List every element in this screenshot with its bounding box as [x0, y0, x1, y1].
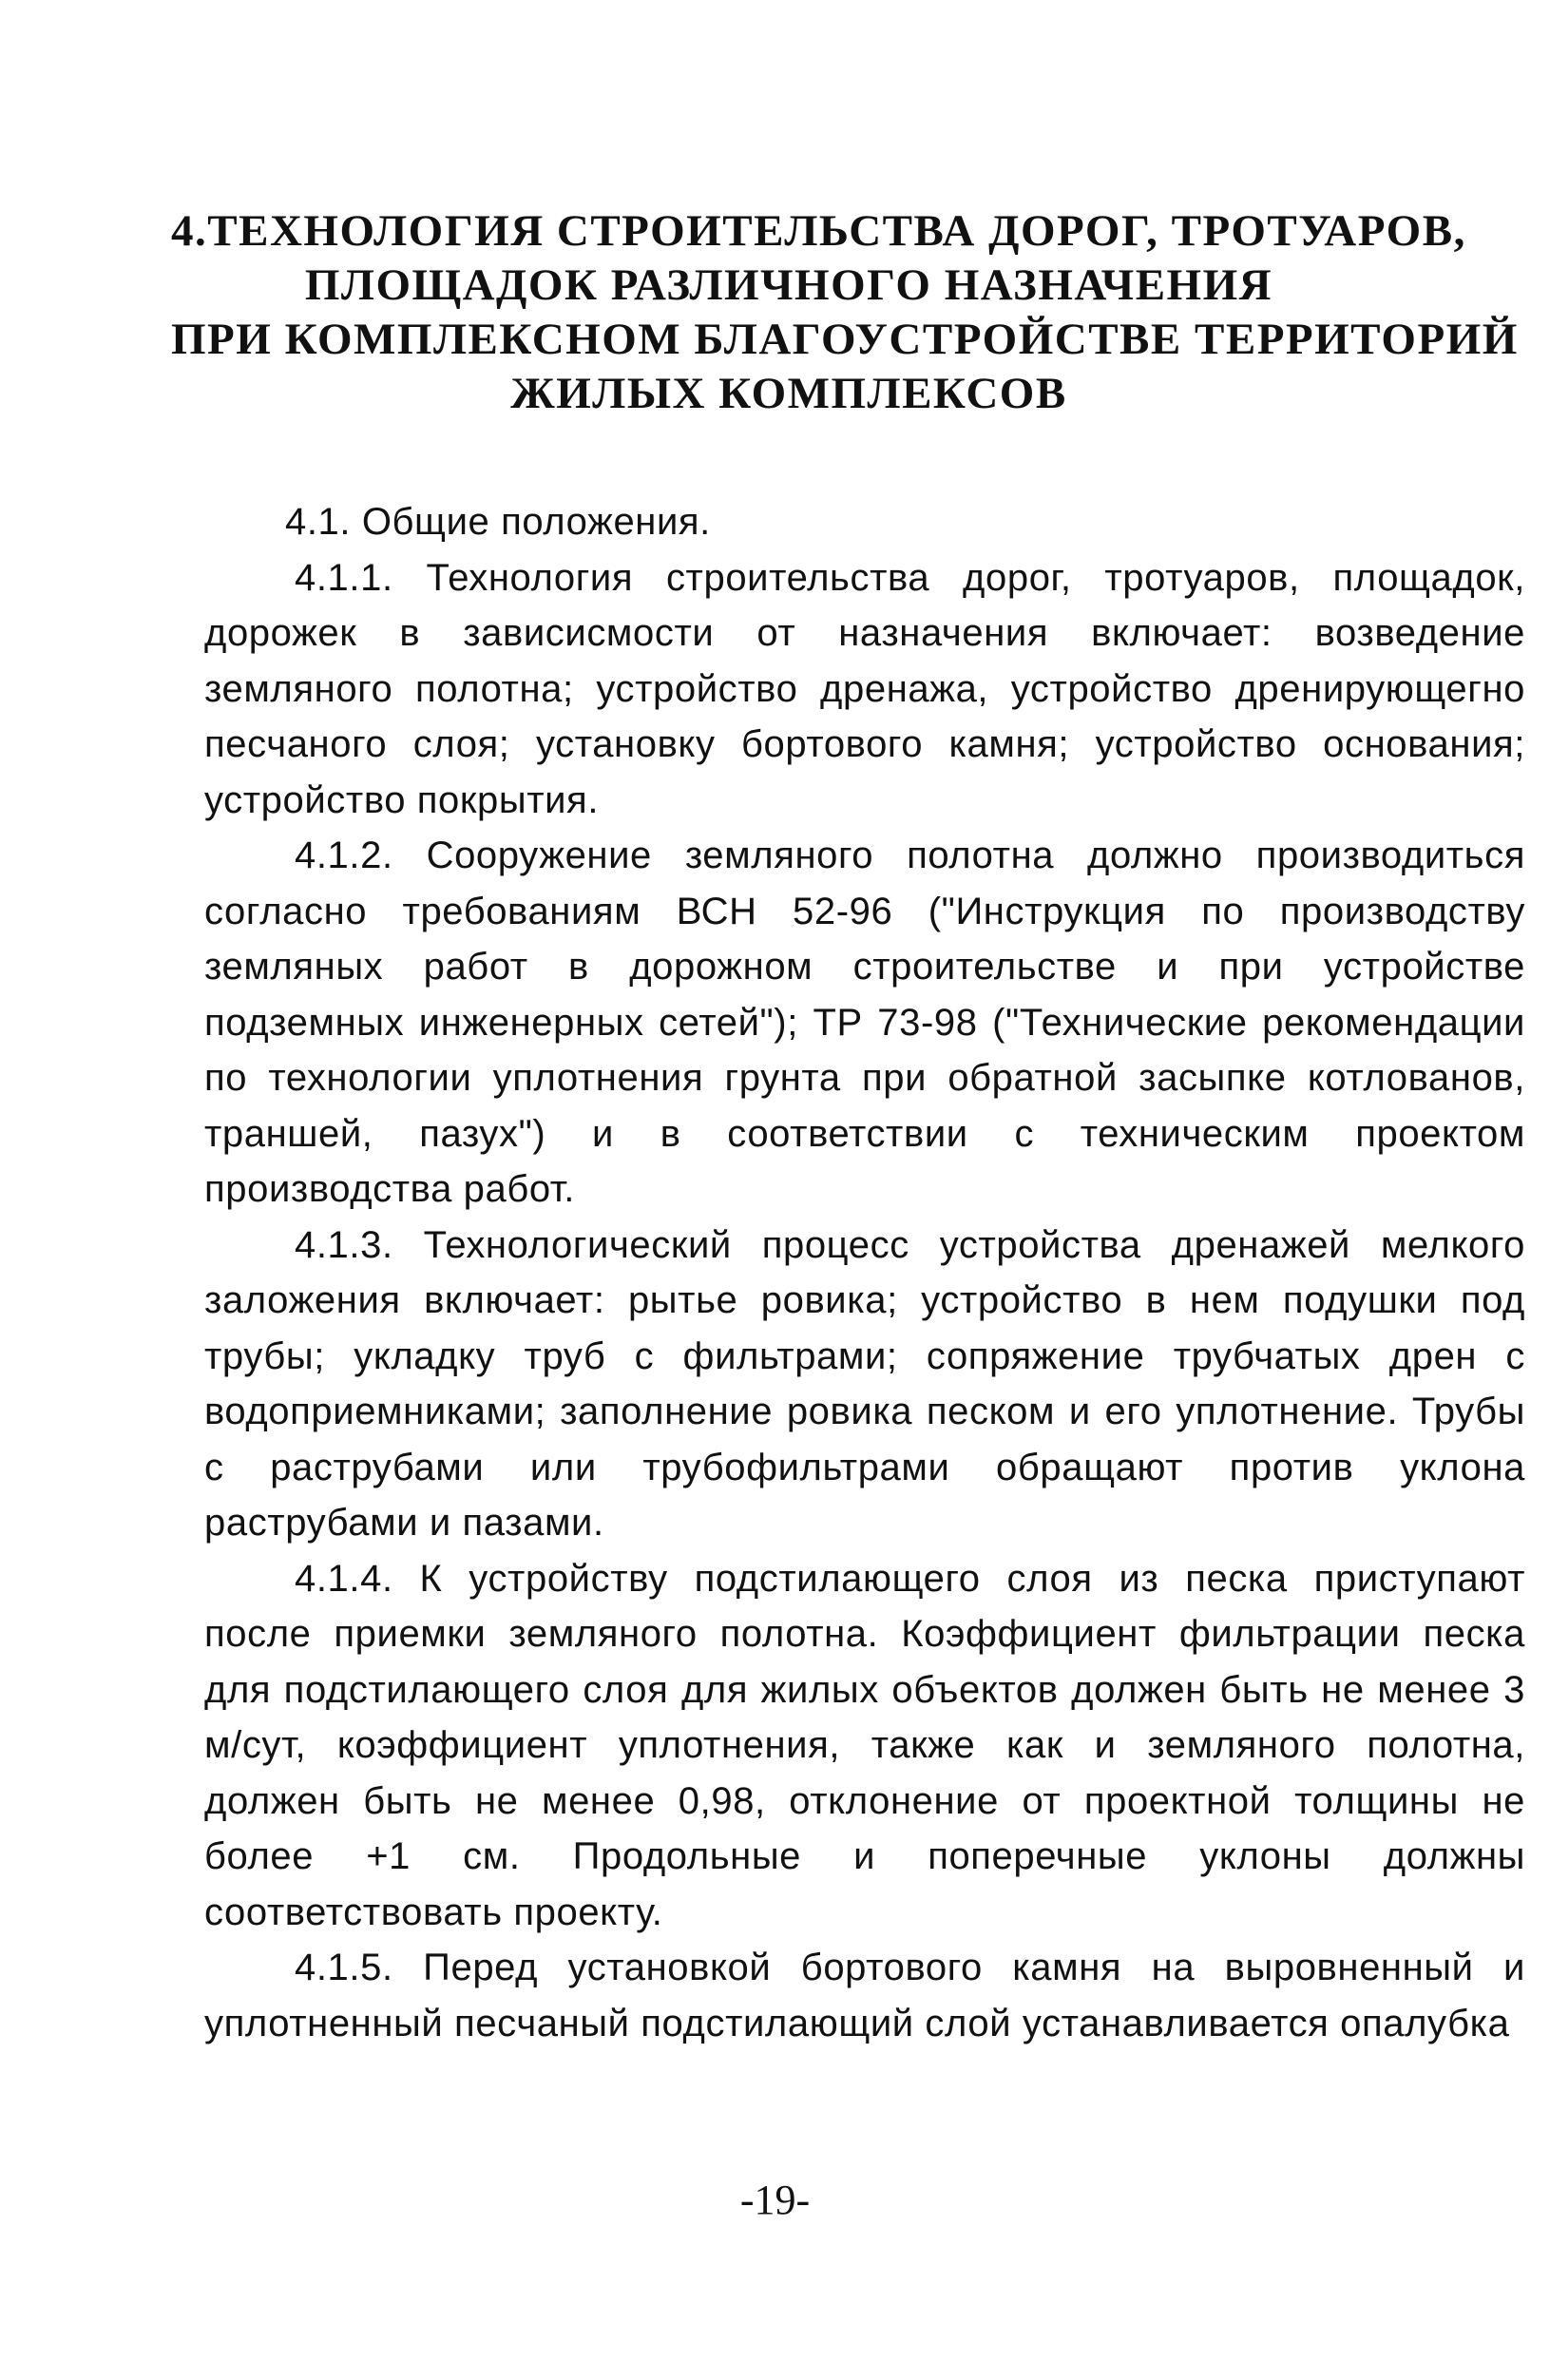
paragraph-4-1-3: 4.1.3. Технологический процесс устройства дренажей мелкого заложения включает: рытье ровика; устройство в нем подушки под трубы; укладку труб с фильтрами; сопряжение трубчатых дрен с водоприемниками; заполнение ровика песком и его уплотнение. Трубы с раструбами или трубофильтрами обращают против уклона раструбами и пазами.: [204, 1223, 1525, 1544]
paragraph-4-1-2: 4.1.2. Сооружение земляного полотна должно производиться согласно требованиям ВСН 52-96 ("Инструкция по производству земляных работ в дорожном строительстве и при устройстве подземных инженерных сетей"); ТР 73-98 ("Технические рекомендации по технологии уплотнения грунта при обратной засыпке котлованов, траншей, пазух") и в соответствии с техническим проектом производства работ.: [204, 835, 1525, 1210]
document-body: [204, 494, 1525, 2051]
chapter-heading-line-3: ПРИ КОМПЛЕКСНОМ БЛАГОУСТРОЙСТВЕ ТЕРРИТОРИЙ: [171, 315, 1519, 364]
section-subheading: 4.1. Общие положения.: [285, 501, 711, 543]
chapter-heading-line-2: ПЛОЩАДОК РАЗЛИЧНОГО НАЗНАЧЕНИЯ: [304, 260, 1273, 310]
paragraph-4-1-5: 4.1.5. Перед установкой бортового камня на выровненный и уплотненный песчаный подстилающий слой устанавливается опалубка: [204, 1947, 1525, 2044]
chapter-heading: [171, 204, 1519, 421]
paragraph-4-1-1: 4.1.1. Технология строительства дорог, тротуаров, площадок, дорожек в завиcисмости от назначения включает: возведение земляного полотна; устройство дренажа, устройство дренирующегно песчаного слоя; установку бортового камня; устройство основания; устройство покрытия.: [204, 556, 1525, 821]
chapter-heading-line-1: 4.ТЕХНОЛОГИЯ СТРОИТЕЛЬСТВА ДОРОГ, ТРОТУАРОВ,: [171, 206, 1466, 256]
paragraph-4-1-4: 4.1.4. К устройству подстилающего слоя из песка приступают после приемки земляного полотна. Коэффициент фильтрации песка для подстилающего слоя для жилых объектов должен быть не менее 3 м/сут, коэффициент уплотнения, также как и земляного полотна, должен быть не менее 0,98, отклонение от проектной толщины не более +1 см. Продольные и поперечные уклоны должны соответствовать проекту.: [204, 1557, 1525, 1933]
chapter-heading-line-4: ЖИЛЫХ КОМПЛЕКСОВ: [510, 369, 1067, 418]
page-number: -19-: [739, 2177, 811, 2223]
